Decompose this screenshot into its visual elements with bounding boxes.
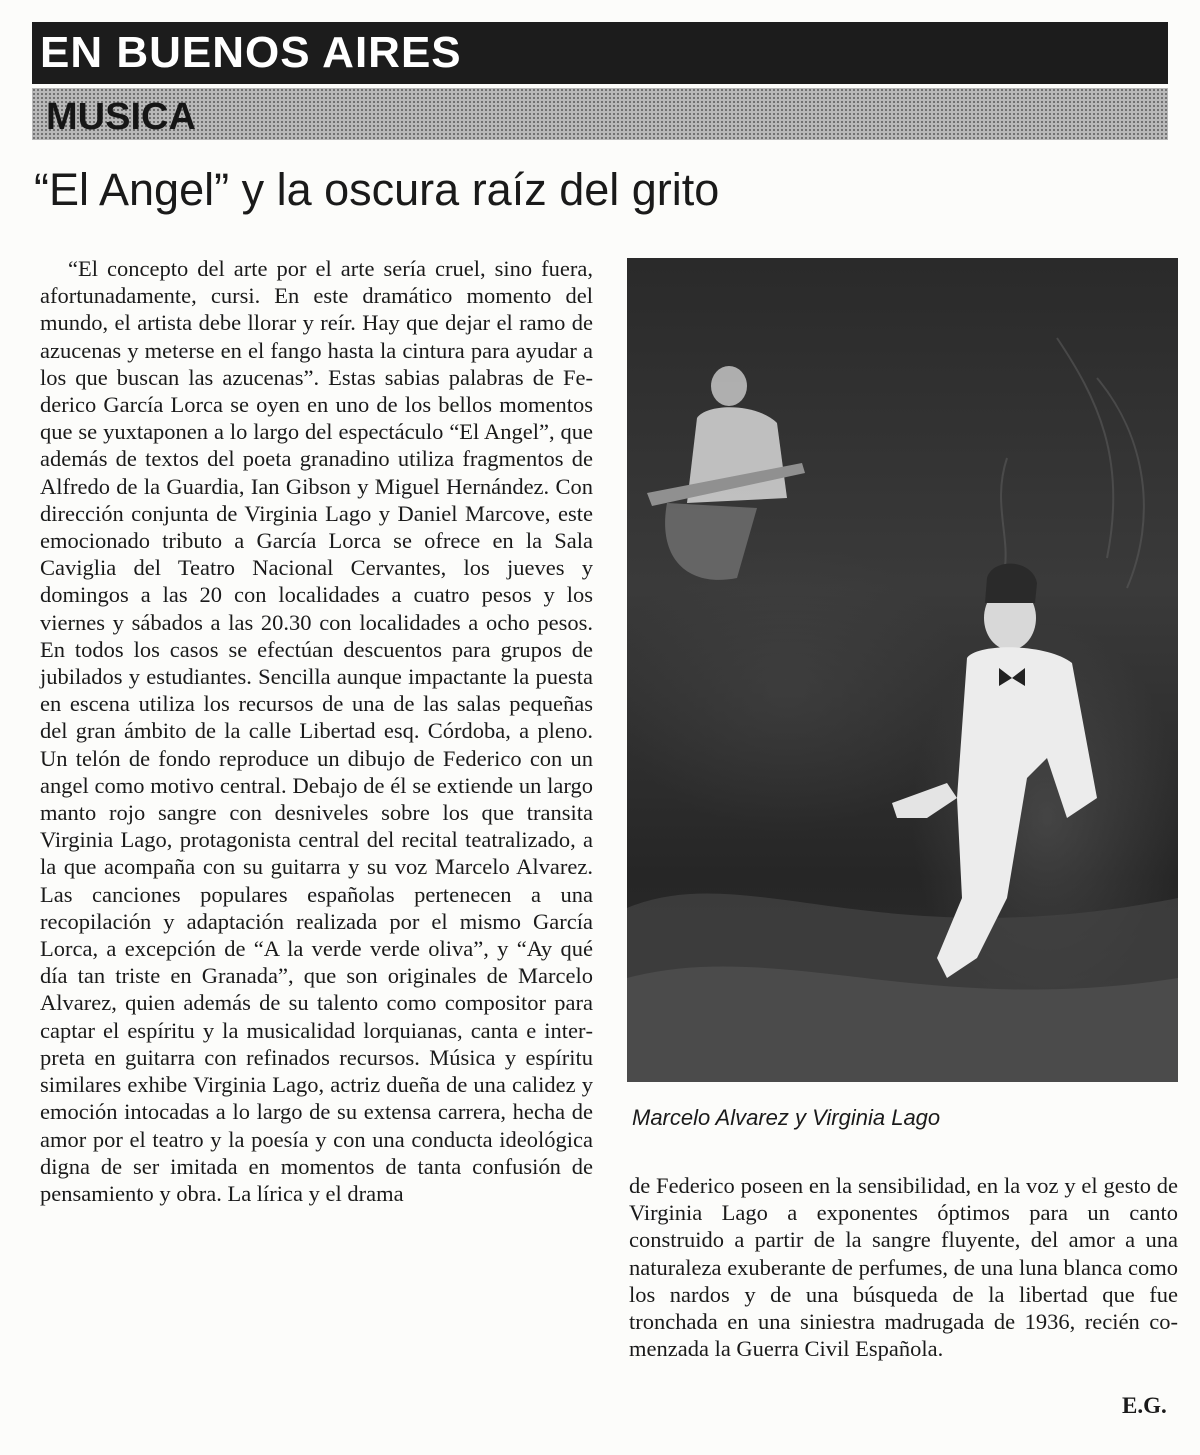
guitarist-figure bbox=[647, 366, 805, 580]
photo-caption: Marcelo Alvarez y Virginia Lago bbox=[632, 1105, 941, 1130]
banner-title: EN BUENOS AIRES bbox=[40, 28, 462, 77]
article-photo bbox=[627, 258, 1178, 1082]
category-label: MUSICA bbox=[46, 96, 196, 138]
article-headline: “El Angel” y la oscura raíz del grito bbox=[34, 164, 720, 215]
photo-illustration bbox=[627, 258, 1178, 1082]
article-body-left-column: “El concepto del arte por el arte sería cruel, sino fuera, afortunadamente, cursi. En este dramático momento del mundo, el artista debe llorar y reír. Hay que dejar el ramo de azucenas y meterse en el fango hasta la cintura para ayudar a los que buscan las azucenas”. Estas sabias palabras de Federico García Lorca se oyen en uno de los bellos momentos que se yuxtaponen a lo largo del espectáculo “El Angel”, que además de textos del poeta granadino utiliza fragmentos de Alfredo de la Guardia, Ian Gibson y Miguel Hernández. Con dirección conjunta de Virginia Lago y Daniel Marcove, este emocionado tributo a García Lorca se ofrece en la Sala Caviglia del Teatro Nacional Cervantes, los jueves y domingos a las 20 con localidades a cuatro pesos y los viernes y sábados a las 20.30 con localidades a ocho pesos. En todos los casos se efectúan descuentos para grupos de jubilados y estudiantes. Sencilla aunque impactante la puesta en escena utiliza los recursos de una de las salas pequeñas del gran ámbito de la calle Libertad esq. Córdoba, a pleno. Un telón de fondo reproduce un dibujo de Federico con un angel como motivo central. Debajo de él se extiende un largo manto rojo sangre con desniveles sobre los que transita Virginia Lago, protagonista central del recital teatralizado, a la que acompaña con su guitarra y su voz Marcelo Alvarez. Las canciones populares españolas pertenecen a una recopilación y adaptación realizada por el mismo García Lorca, a excepción de “A la verde verde oliva”, y “Ay qué día tan triste en Granada”, que son originales de Marcelo Alvarez, quien además de su talento como compositor para captar el espíritu y la musicalidad lorquianas, canta e interpreta en guitarra con refinados recursos. Música y espíritu similares exhibe Virginia Lago, actriz dueña de una calidez y emoción intocadas a lo largo de su extensa carrera, hecha de amor por el teatro y la poesía y con una conducta ideológica digna de ser imitada en momentos de tanta confusión de pensamiento y obra. La lírica y el drama bbox=[40, 256, 593, 1206]
author-signature: E.G. bbox=[1122, 1393, 1167, 1418]
category-bar bbox=[32, 88, 1168, 140]
section-banner bbox=[32, 22, 1168, 84]
article-body-right-column: de Federico poseen en la sensibilidad, en la voz y el gesto de Virginia Lago a exponentes óptimos para un canto construido a partir de la sangre fluyente, del amor a una naturaleza exuberante de perfumes, de una luna blanca como los nardos y de una búsqueda de la libertad que fue tronchada en una siniestra madrugada de 1936, recién comenzada la Guerra Civil Española. bbox=[629, 1173, 1178, 1362]
